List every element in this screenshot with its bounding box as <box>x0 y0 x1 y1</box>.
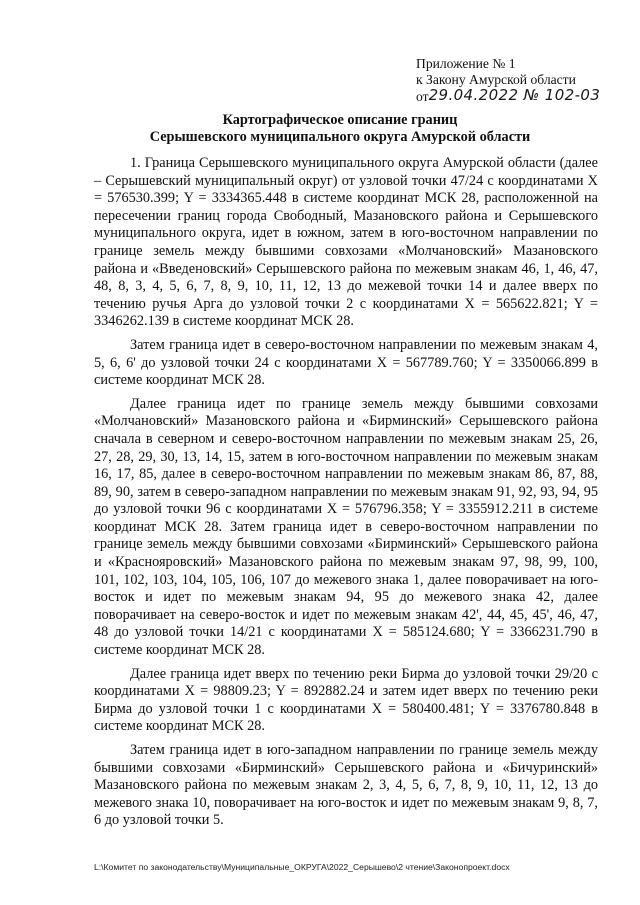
annex-date-line <box>416 88 630 105</box>
document-body <box>94 155 598 836</box>
document-title <box>94 112 586 146</box>
annex-number: Приложение № 1 <box>416 56 516 71</box>
title-line-1: Картографическое описание границ <box>222 112 458 128</box>
annex-date-prefix: от <box>416 89 429 104</box>
paragraph-2: Затем граница идет в северо-восточном направлении по межевым знакам 4, 5, 6, 6' до узловой точки 24 с координатами X = 567789.760; Y = 3350066.899 в системе координат МСК 28. <box>94 336 598 389</box>
annex-law-reference: к Закону Амурской области <box>416 72 576 87</box>
file-path-footer: L:\Комитет по законодательству\Муниципальные_ОКРУГА\2022_Серышево\2 чтение\Законопроект.docx <box>94 862 510 872</box>
title-line-2: Серышевского муниципального округа Амурской области <box>149 129 531 145</box>
paragraph-1: 1. Граница Серышевского муниципального округа Амурской области (далее – Серышевский муниципальный округ) от узловой точки 47/24 с координатами X = 576530.399; Y = 3334365.448 в системе координат МСК 28, расположенной на пересечении границ города Свободный, Мазановского района и Серышевского муниципального округа, идет в южном, затем в юго-восточном направлении по границе земель между бывшими совхозами «Молчановский» Мазановского района и «Введеновский» Серышевского района по межевым знакам 46, 1, 46, 47, 48, 8, 3, 4, 5, 6, 7, 8, 9, 10, 11, 12, 13 до межевой точки 14 и далее вверх по течению ручья Арга до узловой точки 2 с координатами X = 565622.821; Y = 3346262.139 в системе координат МСК 28. <box>94 155 598 330</box>
paragraph-3: Далее граница идет по границе земель между бывшими совхозами «Молчановский» Мазановского района и «Бирминский» Серышевского района сначала в северном и северо-восточном направлении по межевым знакам 25, 26, 27, 28, 29, 30, 13, 14, 15, затем в юго-восточном направлении по межевым знакам 16, 17, 85, далее в северо-восточном направлении по межевым знакам 86, 87, 88, 89, 90, затем в северо-западном направлении по межевым знакам 91, 92, 93, 94, 95 до узловой точки 96 с координатами X = 576796.358; Y = 3355912.211 в системе координат МСК 28. Затем граница идет в северо-восточном направлении по границе земель между бывшими совхозами «Бирминский» Серышевского района и «Краснояровский» Мазановского района по межевым знакам 97, 98, 99, 100, 101, 102, 103, 104, 105, 106, 107 до межевого знака 1, далее поворачивает на юго-восток и идет по межевым знакам 94, 95 до межевого знака 42, далее поворачивает на северо-восток и идет по межевым знакам 42', 44, 45, 45', 46, 47, 48 до узловой точки 14/21 с координатами X = 585124.680; Y = 3366231.790 в системе координат МСК 28. <box>94 395 598 659</box>
paragraph-4: Далее граница идет вверх по течению реки Бирма до узловой точки 29/20 с координатами X = 98809.23; Y = 892882.24 и затем идет вверх по течению реки Бирма до узловой точки 1 с координатами X = 580400.481; Y = 3376780.848 в системе координат МСК 28. <box>94 665 598 735</box>
paragraph-5: Затем граница идет в юго-западном направлении по границе земель между бывшими совхозами «Бирминский» Серышевского района и «Бичуринский» Мазановского района по межевым знакам 2, 3, 4, 5, 6, 7, 8, 9, 10, 11, 12, 13 до межевого знака 10, поворачивает на юго-восток и идет по межевым знакам 9, 8, 7, 6 до узловой точки 5. <box>94 742 598 829</box>
handwritten-date-number: 29.04.2022 № 102-03 <box>428 86 601 104</box>
annex-header <box>416 56 630 105</box>
